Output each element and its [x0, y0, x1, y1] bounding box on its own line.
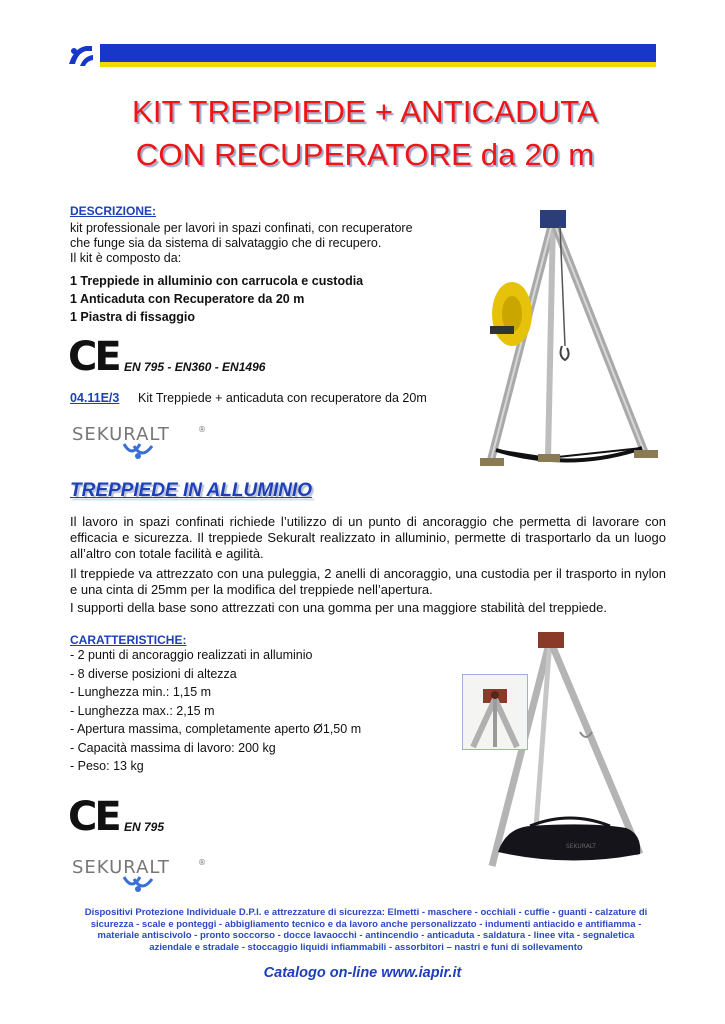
description-line1: kit professionale per lavori in spazi confinati, con recuperatore: [70, 221, 413, 235]
kit-item: 1 Anticaduta con Recuperatore da 20 m: [70, 292, 305, 306]
certification-norms: EN 795: [124, 820, 165, 834]
company-logo-icon: [66, 42, 96, 70]
section-paragraph-1: Il lavoro in spazi confinati richiede l’utilizzo di un punto di ancoraggio che permetta di lavorare con efficacia e sicurezza. Il treppiede Sekuralt realizzato in alluminio, permette di trasportarlo da un luogo all’altro con totale facilità e agilità.: [70, 514, 666, 561]
section-title: TREPPIEDE IN ALLUMINIO: [70, 480, 313, 501]
section-paragraph-2: Il treppiede va attrezzato con una puleggia, 2 anelli di ancoraggio, una custodia per il trasporto in nylon e una cinta di 25mm per la modifica del treppiede nell’apertura.: [70, 566, 666, 597]
footer-line: aziendale e stradale - stoccaggio liquidi infiammabili - assorbitori – nastri e funi di sollevamento: [149, 941, 583, 953]
feature-item: - Lunghezza max.: 2,15 m: [70, 703, 215, 718]
certification-norms: EN 795 - EN360 - EN1496: [124, 360, 266, 374]
tripod-head-detail-photo: [462, 674, 528, 750]
ce-mark-icon: CE: [68, 334, 119, 380]
kit-item: 1 Treppiede in alluminio con carrucola e custodia: [70, 274, 364, 288]
header-band-blue: [100, 44, 656, 62]
page-title-line2: CON RECUPERATORE da 20 m: [135, 137, 595, 172]
sekuralt-logo-icon: [72, 422, 212, 462]
footer-line: materiale antiscivolo - pronto soccorso - docce lavaocchi - antincendio - anticaduta - saldatura - linee vita - segnaletica: [97, 930, 635, 941]
description-line3: Il kit è composto da:: [70, 251, 182, 265]
description-line2: che funge sia da sistema di salvataggio che di recupero.: [70, 236, 382, 250]
header-band-yellow: [100, 62, 656, 67]
section-paragraph-3: I supporti della base sono attrezzati con una gomma per una maggiore stabilità del treppiede.: [70, 600, 607, 615]
features-label: CARATTERISTICHE:: [70, 633, 187, 647]
feature-item: - 2 punti di ancoraggio realizzati in alluminio: [70, 648, 313, 662]
features-list: [70, 646, 361, 776]
ce-mark-icon: CE: [68, 794, 119, 840]
page-title-line1: KIT TREPPIEDE + ANTICADUTA: [131, 94, 598, 129]
feature-item: - Peso: 13 kg: [70, 759, 144, 773]
footer-line: sicurezza - scale e ponteggi - abbigliamento tecnico e da lavoro anche personalizzato - indumenti antiacido e antifiamma -: [90, 918, 642, 930]
svg-text:®: ®: [198, 858, 206, 867]
feature-item: - 8 diverse posizioni di altezza: [70, 666, 237, 681]
feature-item: - Lunghezza min.: 1,15 m: [70, 685, 212, 699]
svg-text:SEKURALT: SEKURALT: [566, 843, 596, 850]
svg-text:®: ®: [198, 425, 206, 434]
footer-products-text: [64, 907, 668, 953]
feature-item: - Apertura massima, completamente aperto Ø1,50 m: [70, 722, 362, 736]
tripod-kit-photo: [470, 196, 670, 478]
sekuralt-logo-icon: [72, 855, 212, 895]
svg-text:SEKURALT: SEKURALT: [72, 857, 170, 878]
kit-item: 1 Piastra di fissaggio: [70, 310, 196, 324]
description-label: DESCRIZIONE:: [70, 204, 157, 218]
footer-line: Dispositivi Protezione Individuale D.P.I. e attrezzature di sicurezza: Elmetti - maschere - occhiali - cuffie - guanti - calzature di: [84, 907, 648, 918]
svg-text:SEKURALT: SEKURALT: [72, 424, 170, 445]
catalog-link[interactable]: Catalogo on-line www.iapir.it: [263, 965, 462, 981]
feature-item: - Capacità massima di lavoro: 200 kg: [70, 740, 276, 755]
product-code: 04.11E/3: [70, 391, 120, 405]
product-description: Kit Treppiede + anticaduta con recuperatore da 20m: [138, 391, 427, 405]
